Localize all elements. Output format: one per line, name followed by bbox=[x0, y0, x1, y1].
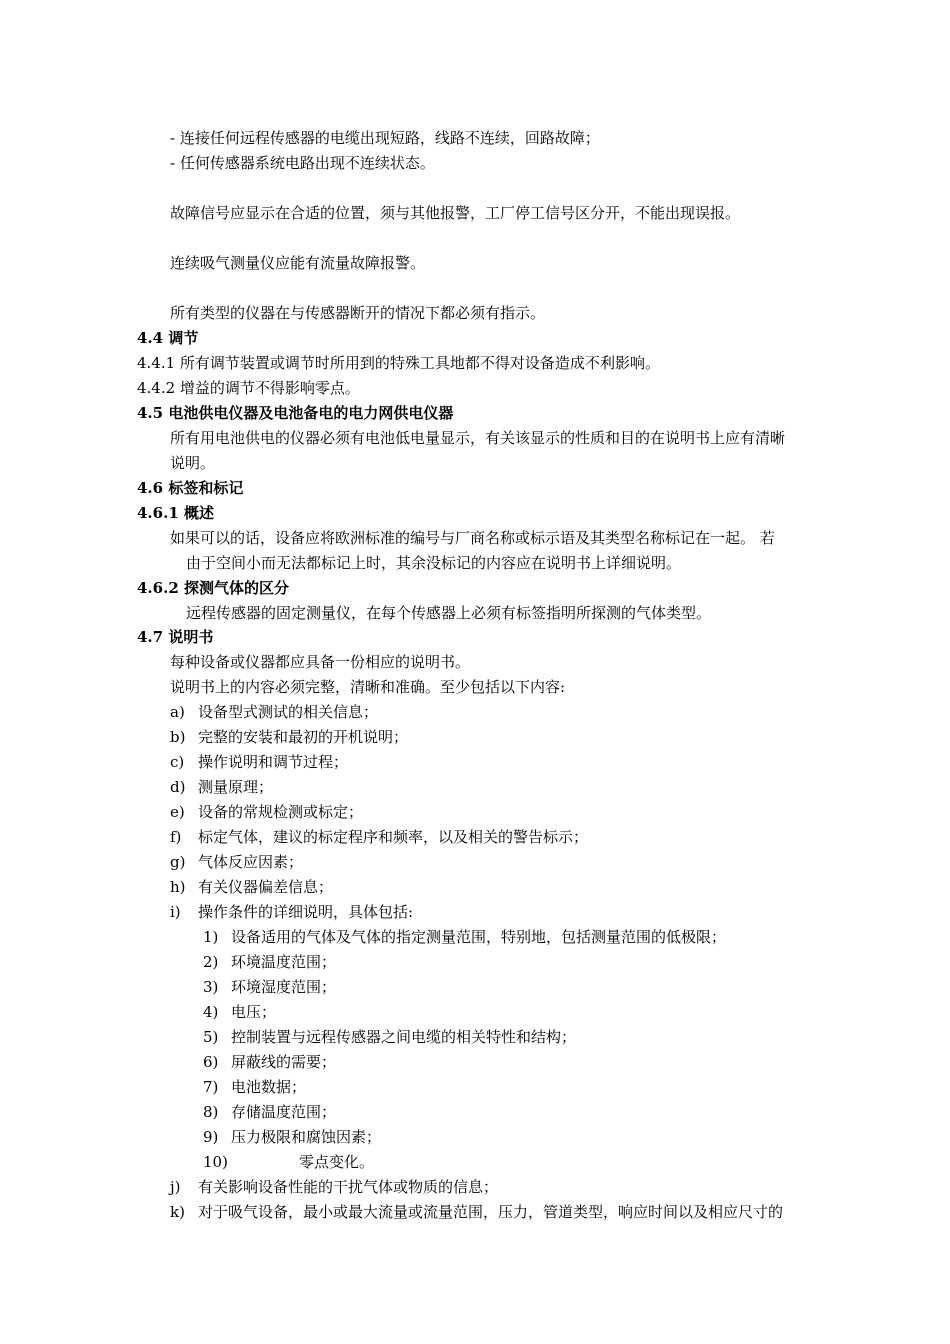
paragraph-marking-cont: 由于空间小而无法都标记上时，其余没标记的内容应在说明书上详细说明。 bbox=[186, 554, 682, 572]
list-item bbox=[170, 852, 303, 872]
list-item bbox=[170, 777, 273, 797]
sublist-item bbox=[203, 1127, 381, 1147]
sublist-item bbox=[203, 1152, 374, 1172]
heading-4-4: 4.4 调节 bbox=[137, 329, 199, 347]
list-item-label: i) bbox=[170, 903, 181, 921]
sublist-item-text: 屏蔽线的需要； bbox=[231, 1053, 337, 1071]
list-item bbox=[170, 702, 378, 722]
sublist-item bbox=[203, 1027, 576, 1047]
paragraph-battery-indication: 所有用电池供电的仪器必须有电池低电量显示，有关该显示的性质和目的在说明书上应有清晰 bbox=[170, 429, 786, 447]
sublist-item-label: 2) bbox=[203, 953, 219, 971]
paragraph-manual: 每种设备或仪器都应具备一份相应的说明书。 bbox=[170, 653, 471, 671]
list-item-text: 操作说明和调节过程； bbox=[198, 753, 349, 771]
sublist-item-label: 3) bbox=[203, 978, 219, 996]
list-item-text: 有关仪器偏差信息； bbox=[198, 878, 334, 896]
list-item-text: 气体反应因素； bbox=[198, 853, 304, 871]
sublist-item-text: 电压； bbox=[231, 1003, 277, 1021]
clause-4-4-1: 4.4.1 所有调节装置或调节时所用到的特殊工具地都不得对设备造成不利影响。 bbox=[137, 354, 660, 372]
sublist-item bbox=[203, 977, 336, 997]
list-item-text: 标定气体，建议的标定程序和频率，以及相关的警告标示； bbox=[198, 828, 589, 846]
heading-4-5: 4.5 电池供电仪器及电池备电的电力网供电仪器 bbox=[137, 404, 454, 422]
list-item-label: e) bbox=[170, 803, 185, 821]
sublist-item bbox=[203, 1002, 276, 1022]
heading-4-6-2: 4.6.2 探测气体的区分 bbox=[137, 579, 289, 597]
sublist-item-text: 设备适用的气体及气体的指定测量范围，特别地，包括测量范围的低极限； bbox=[231, 928, 727, 946]
list-item-text: 有关影响设备性能的干扰气体或物质的信息； bbox=[198, 1178, 499, 1196]
sublist-item-label: 6) bbox=[203, 1053, 219, 1071]
sublist-item bbox=[203, 1077, 306, 1097]
list-item bbox=[170, 752, 348, 772]
list-item-label: k) bbox=[170, 1203, 185, 1221]
list-item-label: d) bbox=[170, 778, 186, 796]
list-item-label: b) bbox=[170, 728, 186, 746]
heading-4-6-1: 4.6.1 概述 bbox=[137, 504, 214, 522]
sublist-item bbox=[203, 952, 336, 972]
list-item-label: c) bbox=[170, 753, 185, 771]
list-item bbox=[170, 877, 333, 897]
list-item bbox=[170, 902, 413, 922]
list-item-label: j) bbox=[170, 1178, 181, 1196]
sublist-item-text: 环境温度范围； bbox=[231, 953, 337, 971]
sublist-item-label: 9) bbox=[203, 1128, 219, 1146]
list-item bbox=[170, 802, 363, 822]
bullet-sensor-circuit: - 任何传感器系统电路出现不连续状态。 bbox=[170, 154, 435, 172]
list-item-text: 操作条件的详细说明，具体包括: bbox=[198, 903, 414, 921]
paragraph-flow-fault: 连续吸气测量仪应能有流量故障报警。 bbox=[170, 254, 426, 272]
list-item-text: 设备型式测试的相关信息； bbox=[198, 703, 379, 721]
paragraph-marking: 如果可以的话，设备应将欧洲标准的编号与厂商名称或标示语及其类型名称标记在一起。 若 bbox=[170, 529, 775, 547]
sublist-item bbox=[203, 927, 726, 947]
list-item-text: 测量原理； bbox=[198, 778, 274, 796]
sublist-item-text: 压力极限和腐蚀因素； bbox=[231, 1128, 382, 1146]
sublist-item-label: 4) bbox=[203, 1003, 219, 1021]
list-item-label: f) bbox=[170, 828, 182, 846]
sublist-item-label: 5) bbox=[203, 1028, 219, 1046]
paragraph-battery-indication-cont: 说明。 bbox=[170, 454, 216, 472]
list-item bbox=[170, 827, 588, 847]
paragraph-manual-content: 说明书上的内容必须完整，清晰和准确。至少包括以下内容: bbox=[170, 678, 566, 696]
list-item-text: 设备的常规检测或标定； bbox=[198, 803, 364, 821]
sublist-item-text: 零点变化。 bbox=[299, 1153, 375, 1171]
sublist-item-text: 控制装置与远程传感器之间电缆的相关特性和结构； bbox=[231, 1028, 577, 1046]
bullet-cable-short: - 连接任何远程传感器的电缆出现短路，线路不连续，回路故障； bbox=[170, 129, 600, 147]
sublist-item-label: 1) bbox=[203, 928, 219, 946]
paragraph-disconnect: 所有类型的仪器在与传感器断开的情况下都必须有指示。 bbox=[170, 304, 546, 322]
list-item bbox=[170, 1202, 783, 1222]
list-item-text: 完整的安装和最初的开机说明； bbox=[198, 728, 409, 746]
sublist-item-label: 8) bbox=[203, 1103, 219, 1121]
paragraph-gas-label: 远程传感器的固定测量仪，在每个传感器上必须有标签指明所探测的气体类型。 bbox=[186, 604, 712, 622]
list-item-text: 对于吸气设备，最小或最大流量或流量范围，压力，管道类型，响应时间以及相应尺寸的 bbox=[198, 1203, 784, 1221]
list-item-label: h) bbox=[170, 878, 186, 896]
list-item-label: g) bbox=[170, 853, 186, 871]
heading-4-7: 4.7 说明书 bbox=[137, 628, 214, 646]
clause-4-4-2: 4.4.2 增益的调节不得影响零点。 bbox=[137, 379, 360, 397]
list-item bbox=[170, 1177, 498, 1197]
sublist-item-text: 电池数据； bbox=[231, 1078, 307, 1096]
sublist-item-text: 环境湿度范围； bbox=[231, 978, 337, 996]
list-item bbox=[170, 727, 408, 747]
sublist-item-label: 10) bbox=[203, 1153, 228, 1171]
heading-4-6: 4.6 标签和标记 bbox=[137, 479, 244, 497]
paragraph-fault-signal: 故障信号应显示在合适的位置，须与其他报警，工厂停工信号区分开，不能出现误报。 bbox=[170, 204, 741, 222]
list-item-label: a) bbox=[170, 703, 185, 721]
sublist-item bbox=[203, 1052, 336, 1072]
sublist-item-label: 7) bbox=[203, 1078, 219, 1096]
sublist-item bbox=[203, 1102, 336, 1122]
sublist-item-text: 存储温度范围； bbox=[231, 1103, 337, 1121]
